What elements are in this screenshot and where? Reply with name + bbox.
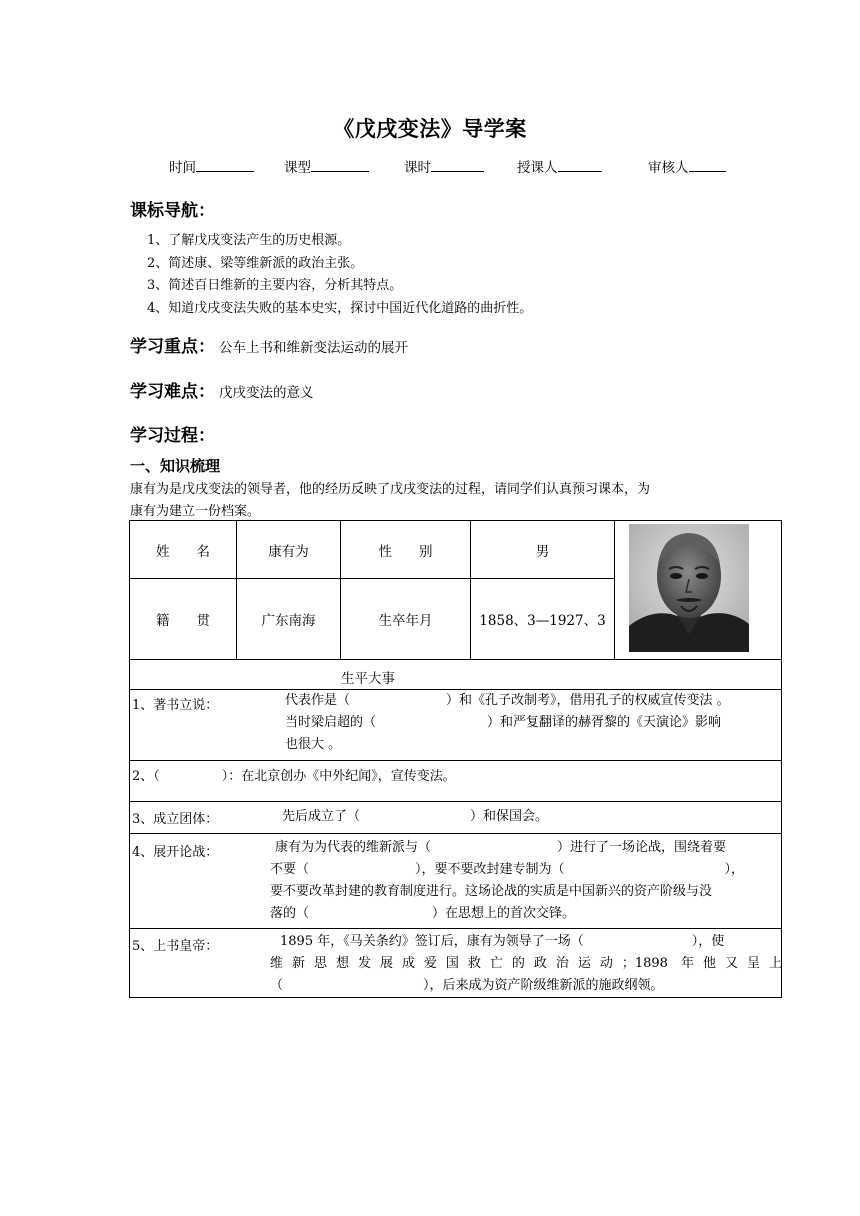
dates-label: 生卒年月	[340, 578, 471, 660]
name-value: 康有为	[236, 520, 341, 579]
dates-value: 1858、3—1927、3	[470, 578, 615, 660]
event-label: 4、展开论战：	[132, 845, 219, 860]
portrait-image	[629, 524, 749, 652]
event-text: 1895 年，《马关条约》签订后，康有为领导了一场（ ），使 维新思想发展成爱国救亡的政治运动；1898 年他又呈上 （ ），后来成为资产阶级维新派的施政纲领。	[270, 934, 782, 993]
name-label: 姓 名	[129, 520, 237, 579]
event-text: 康有为为代表的维新派与（ ）进行了一场论战，围绕着要 不要（ ），要不要改封建专制为（ ）， 要不要改革封建的教育制度进行。这场论战的实质是中国新兴的资产阶级与没 落的（ ）在思想上的首次交锋。	[270, 840, 745, 921]
difficulty-heading: 学习难点：	[130, 382, 215, 402]
origin-value: 广东南海	[236, 578, 341, 660]
intro-line: 康有为建立一份档案。	[130, 504, 261, 519]
meta-time: 时间	[169, 156, 254, 176]
focus-row	[130, 332, 408, 357]
difficulty-text: 戊戌变法的意义	[219, 385, 314, 401]
origin-label: 籍 贯	[129, 578, 237, 660]
meta-teacher: 授课人	[517, 156, 602, 176]
meta-reviewer: 审核人	[648, 156, 726, 176]
section-heading: 一、知识梳理	[130, 457, 221, 475]
intro-line: 康有为是戊戌变法的领导者，他的经历反映了戊戌变法的过程，请同学们认真预习课本，为	[130, 482, 651, 497]
list-item: 1、了解戊戌变法产生的历史根源。	[147, 233, 351, 248]
meta-type: 课型	[284, 156, 369, 176]
event-row-3	[129, 801, 782, 834]
event-label: 1、著书立说：	[132, 698, 219, 713]
event-text: 代表作是（ ）和《孔子改制考》，借用孔子的权威宣传变法 。 当时梁启超的（ ）和严复翻译的赫胥黎的《天演论》影响 也很大 。	[285, 693, 730, 752]
section-intro	[130, 479, 770, 523]
events-header-row	[129, 659, 782, 690]
event-row-2	[129, 760, 782, 802]
gender-value: 男	[470, 520, 615, 579]
list-item: 3、简述百日维新的主要内容，分析其特点。	[147, 278, 403, 293]
objectives-list	[147, 230, 532, 320]
event-text: 2、（ ）：在北京创办《中外纪闻》，宣传变法。	[132, 769, 456, 784]
focus-heading: 学习重点：	[130, 337, 215, 357]
process-heading: 学习过程：	[130, 426, 215, 446]
list-item: 2、简述康、梁等维新派的政治主张。	[147, 255, 364, 271]
focus-text: 公车上书和维新变法运动的展开	[219, 340, 408, 356]
event-row-4	[129, 833, 782, 929]
gender-label: 性 别	[340, 520, 471, 579]
difficulty-row	[130, 377, 314, 402]
event-row-1	[129, 689, 782, 761]
page-title: 《戊戌变法》导学案	[333, 117, 527, 141]
nav-heading: 课标导航：	[130, 201, 215, 221]
event-label: 5、上书皇帝：	[132, 939, 219, 954]
meta-period: 课时	[404, 156, 484, 176]
event-label: 3、成立团体：	[132, 812, 219, 827]
list-item: 4、知道戊戌变法失败的基本史实，探讨中国近代化道路的曲折性。	[147, 300, 533, 316]
event-row-5	[129, 928, 782, 998]
events-header: 生平大事	[341, 671, 395, 687]
event-text: 先后成立了（ ）和保国会。	[282, 809, 549, 824]
